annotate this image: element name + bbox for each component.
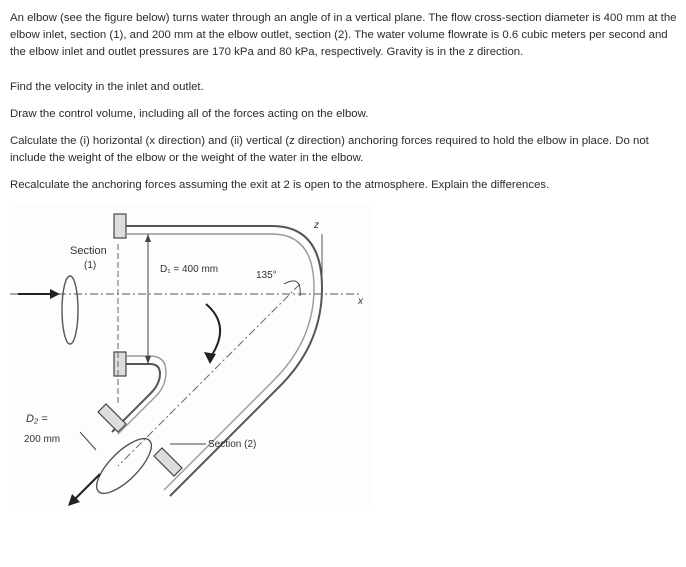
d1-label: D₁ = 400 mm	[160, 264, 219, 275]
rotation-arrow	[206, 304, 220, 358]
d2-label: D₂ =	[26, 413, 48, 425]
d1-arrow-top	[145, 234, 151, 242]
task-velocity: Find the velocity in the inlet and outlet.	[10, 81, 204, 93]
problem-statement: An elbow (see the figure below) turns water through an angle of in a vertical plane. The flow cross-section diameter is 400 mm at the elbow inlet, section (1), and 200 mm at the elbow outlet, section (2). The water volume flowrate is 0.6 cubic meters per second and the elbow inlet and outlet pressures are 170 kPa and 80 kPa, respectively. Gravity is in the z direction.	[10, 12, 677, 58]
d2-pointer	[80, 432, 96, 450]
flow-in-arrowhead	[50, 289, 60, 299]
d1-arrow-bottom	[145, 356, 151, 364]
task-control-volume: Draw the control volume, including all of the forces acting on the elbow.	[10, 108, 369, 120]
section2-label: Section (2)	[208, 439, 257, 450]
d2-value: 200 mm	[24, 434, 61, 445]
elbow-diagram	[10, 204, 372, 510]
outlet-opening	[89, 431, 160, 502]
section1-number: (1)	[84, 260, 97, 271]
task-recalculate: Recalculate the anchoring forces assuming the exit at 2 is open to the atmosphere. Explain the differences.	[10, 179, 550, 191]
inlet-opening	[62, 276, 78, 344]
x-axis-label: x	[358, 296, 363, 307]
section1-label: Section	[70, 245, 107, 257]
z-axis-label: z	[314, 220, 319, 231]
angle-label: 135°	[256, 270, 277, 281]
elbow-inner-wall-a	[126, 234, 314, 490]
outlet-flange	[98, 404, 182, 476]
elbow-figure	[10, 204, 372, 510]
inlet-flange	[114, 214, 126, 376]
rotation-arrowhead	[204, 352, 216, 364]
task-anchoring-forces: Calculate the (i) horizontal (x direction) and (ii) vertical (z direction) anchoring forces required to hold the elbow in place. Do not include the weight of the elbow or the weight of the water in the elbow.	[10, 135, 649, 164]
